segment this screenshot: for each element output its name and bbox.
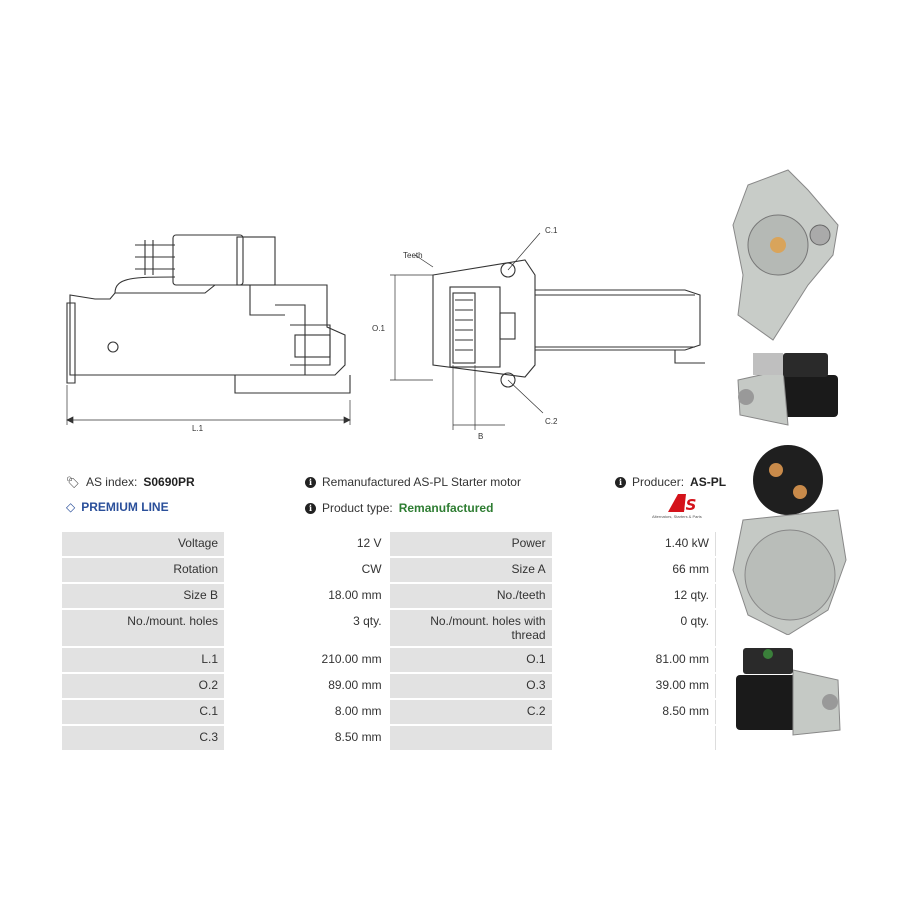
label-l1: L.1 — [192, 424, 204, 433]
spec-value: 210.00 mm — [225, 647, 389, 673]
o1-b-dimensions — [390, 233, 543, 430]
spec-row — [61, 583, 716, 609]
spec-row — [61, 725, 716, 751]
logo-text: AS — [674, 496, 697, 514]
photo-rear — [728, 440, 848, 635]
premium-line-label: PREMIUM LINE — [81, 500, 169, 514]
spec-value: 39.00 mm — [553, 673, 716, 699]
producer-value: AS-PL — [690, 475, 727, 489]
spec-label: No./mount. holes with thread — [389, 609, 553, 647]
info-icon: i — [305, 477, 316, 488]
spec-label — [389, 725, 553, 751]
spec-label: C.1 — [61, 699, 225, 725]
spec-label: Voltage — [61, 531, 225, 557]
spec-label: Power — [389, 531, 553, 557]
label-c1: C.1 — [545, 226, 558, 235]
spec-label: O.3 — [389, 673, 553, 699]
l1-dimension — [67, 385, 350, 425]
spec-value: 8.00 mm — [225, 699, 389, 725]
spec-value: 8.50 mm — [225, 725, 389, 751]
spec-value — [553, 725, 716, 751]
label-o1: O.1 — [372, 324, 385, 333]
spec-row — [61, 647, 716, 673]
spec-label: Rotation — [61, 557, 225, 583]
label-c2: C.2 — [545, 417, 558, 426]
product-type-value: Remanufactured — [398, 501, 494, 515]
info-icon: i — [305, 503, 316, 514]
specs-table — [60, 530, 716, 752]
spec-row — [61, 531, 716, 557]
spec-value: 1.40 kW — [553, 531, 716, 557]
as-index — [66, 475, 195, 489]
as-index-value: S0690PR — [143, 475, 195, 489]
tag-icon: 🏷︎ — [66, 476, 80, 489]
spec-value: 81.00 mm — [553, 647, 716, 673]
spec-value: 12 qty. — [553, 583, 716, 609]
as-index-label: AS index: — [85, 475, 138, 489]
spec-value: 89.00 mm — [225, 673, 389, 699]
spec-label: O.2 — [61, 673, 225, 699]
spec-label: L.1 — [61, 647, 225, 673]
spec-row — [61, 673, 716, 699]
spec-row — [61, 609, 716, 647]
premium-line — [66, 500, 169, 514]
spec-value: 18.00 mm — [225, 583, 389, 609]
producer-label: Producer: — [632, 475, 685, 489]
spec-value: 3 qty. — [225, 609, 389, 647]
diamond-icon: ◇ — [66, 500, 76, 514]
front-view — [433, 260, 705, 387]
logo-tagline: Alternators, Starters & Parts — [652, 514, 702, 519]
producer — [615, 475, 726, 489]
spec-value: CW — [225, 557, 389, 583]
spec-label: No./mount. holes — [61, 609, 225, 647]
product-type — [305, 501, 493, 515]
product-type-label: Product type: — [322, 501, 393, 515]
product-description — [305, 475, 521, 489]
spec-label: Size B — [61, 583, 225, 609]
spec-row — [61, 557, 716, 583]
spec-label: Size A — [389, 557, 553, 583]
technical-drawing — [55, 215, 720, 445]
photo-side-2 — [728, 640, 848, 740]
spec-label: No./teeth — [389, 583, 553, 609]
side-view — [67, 235, 350, 393]
description-text: Remanufactured AS-PL Starter motor — [322, 475, 521, 489]
spec-label: C.2 — [389, 699, 553, 725]
photo-front — [728, 165, 848, 345]
as-logo — [646, 492, 718, 524]
spec-value: 8.50 mm — [553, 699, 716, 725]
spec-row — [61, 699, 716, 725]
info-icon: i — [615, 477, 626, 488]
spec-label: O.1 — [389, 647, 553, 673]
spec-value: 12 V — [225, 531, 389, 557]
spec-label: C.3 — [61, 725, 225, 751]
label-teeth: Teeth — [403, 251, 423, 260]
photo-side-1 — [728, 345, 848, 435]
as-logo-mark — [646, 492, 718, 516]
label-b: B — [478, 432, 484, 441]
spec-value: 66 mm — [553, 557, 716, 583]
spec-value: 0 qty. — [553, 609, 716, 647]
